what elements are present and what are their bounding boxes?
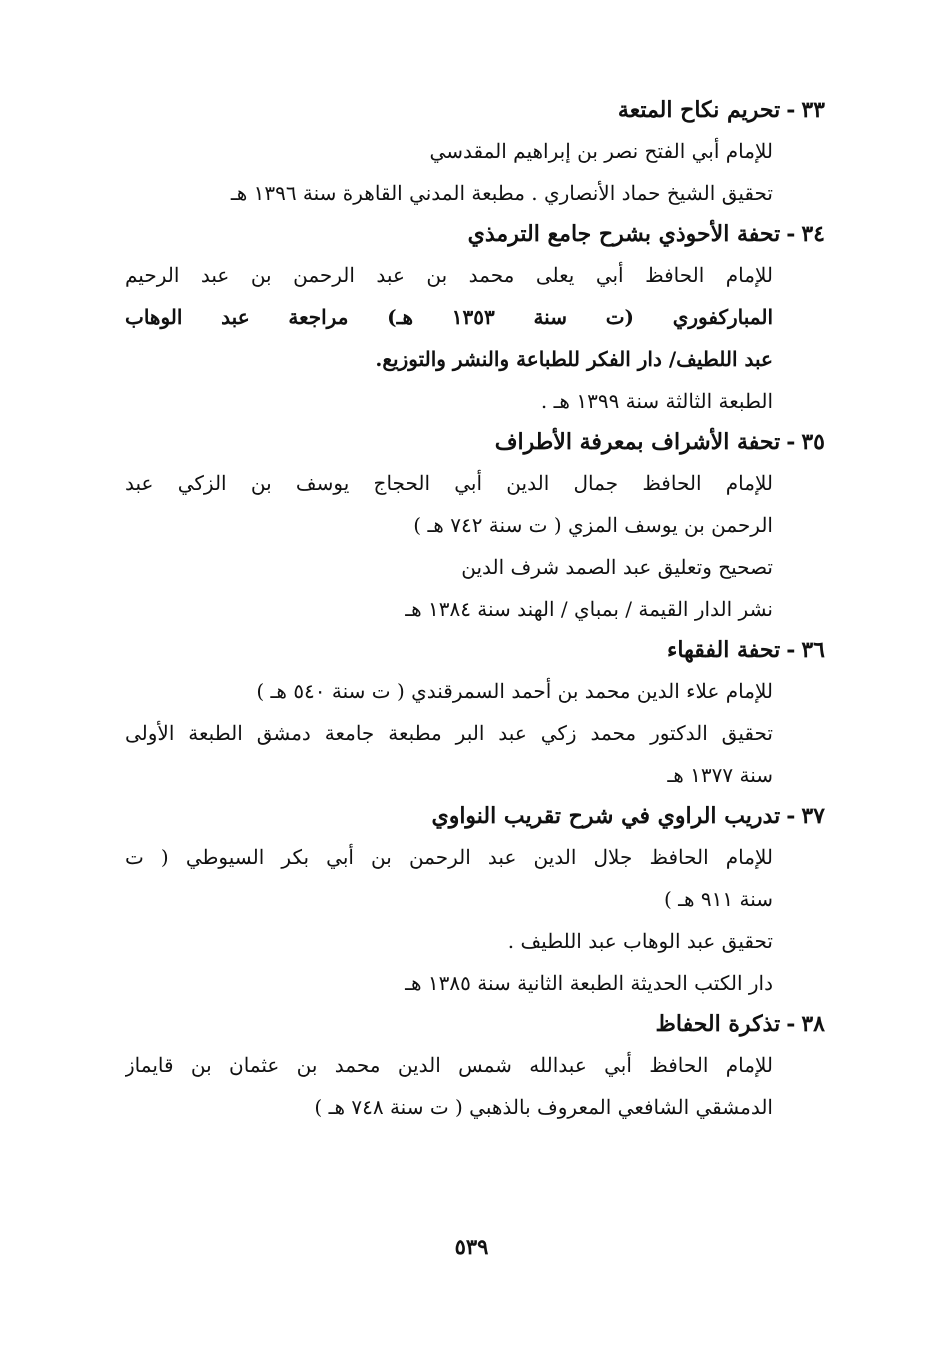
bibliography-list [125, 90, 825, 1128]
entry-title: تحفة الفقهاء [667, 637, 781, 663]
entry-title: تحفة الأشراف بمعرفة الأطراف [494, 429, 781, 455]
bibliography-entry-36 [125, 630, 825, 796]
bibliography-entry-34 [125, 214, 825, 422]
bibliography-entry-38 [125, 1004, 825, 1128]
entry-line: تحقيق الشيخ حماد الأنصاري . مطبعة المدني القاهرة سنة ١٣٩٦ هـ [230, 181, 773, 205]
entry-line: سنة ٩١١ هـ ) [663, 887, 773, 911]
entry-separator: - [786, 429, 796, 455]
entry-line: للإمام علاء الدين محمد بن أحمد السمرقندي ( ت سنة ٥٤٠ هـ ) [256, 679, 773, 703]
entry-number: ٣٨ [801, 1011, 825, 1037]
entry-title-row [125, 90, 825, 130]
entry-body [125, 670, 825, 796]
entry-title: تذكرة الحفاظ [655, 1011, 781, 1037]
entry-title-row [125, 1004, 825, 1044]
entry-line: المباركفوري (ت سنة ١٣٥٣ هـ) مراجعة عبد الوهاب [125, 305, 773, 329]
bibliography-entry-33 [125, 90, 825, 214]
bibliography-entry-37 [125, 796, 825, 1004]
entry-number: ٣٣ [801, 97, 825, 123]
bibliography-entry-35 [125, 422, 825, 630]
entry-separator: - [786, 1011, 796, 1037]
entry-separator: - [786, 221, 796, 247]
entry-line: دار الكتب الحديثة الطبعة الثانية سنة ١٣٨٥ هـ [405, 971, 773, 995]
entry-title: تحريم نكاح المتعة [617, 97, 781, 123]
entry-title: تدريب الراوي في شرح تقريب النواوي [431, 803, 781, 829]
entry-line: للإمام الحافظ أبي عبدالله شمس الدين محمد بن عثمان بن قايماز [125, 1053, 773, 1077]
entry-line: تحقيق الدكتور محمد زكي عبد البر مطبعة جامعة دمشق الطبعة الأولى [125, 721, 773, 745]
entry-line: الطبعة الثالثة سنة ١٣٩٩ هـ . [540, 389, 773, 413]
entry-number: ٣٧ [801, 803, 825, 829]
entry-separator: - [786, 637, 796, 663]
entry-title-row [125, 630, 825, 670]
entry-line: عبد اللطيف/ دار الفكر للطباعة والنشر والتوزيع. [375, 347, 773, 371]
entry-separator: - [786, 803, 796, 829]
entry-title-row [125, 796, 825, 836]
entry-line: سنة ١٣٧٧ هـ [667, 763, 773, 787]
entry-number: ٣٦ [801, 637, 825, 663]
page-number: ٥٣٩ [454, 1234, 489, 1259]
entry-title-row [125, 214, 825, 254]
entry-line: للإمام الحافظ أبي يعلى محمد بن عبد الرحمن بن عبد الرحيم [125, 263, 773, 287]
entry-line: تحقيق عبد الوهاب عبد اللطيف . [507, 929, 773, 953]
entry-body [125, 254, 825, 422]
entry-line: الرحمن بن يوسف المزي ( ت سنة ٧٤٢ هـ ) [413, 513, 773, 537]
entry-number: ٣٥ [801, 429, 825, 455]
entry-body [125, 130, 825, 214]
entry-line: للإمام الحافظ جلال الدين عبد الرحمن بن أبي بكر السيوطي ( ت [125, 845, 773, 869]
entry-line: الدمشقي الشافعي المعروف بالذهبي ( ت سنة ٧٤٨ هـ ) [314, 1095, 773, 1119]
entry-body [125, 836, 825, 1004]
entry-number: ٣٤ [801, 221, 825, 247]
entry-title-row [125, 422, 825, 462]
entry-line: للإمام أبي الفتح نصر بن إبراهيم المقدسي [429, 139, 773, 163]
entry-title: تحفة الأحوذي بشرح جامع الترمذي [467, 221, 781, 247]
entry-line: للإمام الحافظ جمال الدين أبي الحجاج يوسف بن الزكي عبد [125, 471, 773, 495]
entry-separator: - [786, 97, 796, 123]
entry-body [125, 1044, 825, 1128]
entry-line: نشر الدار القيمة / بمباي / الهند سنة ١٣٨٤ هـ [405, 597, 773, 621]
entry-line: تصحيح وتعليق عبد الصمد شرف الدين [461, 555, 773, 579]
entry-body [125, 462, 825, 630]
